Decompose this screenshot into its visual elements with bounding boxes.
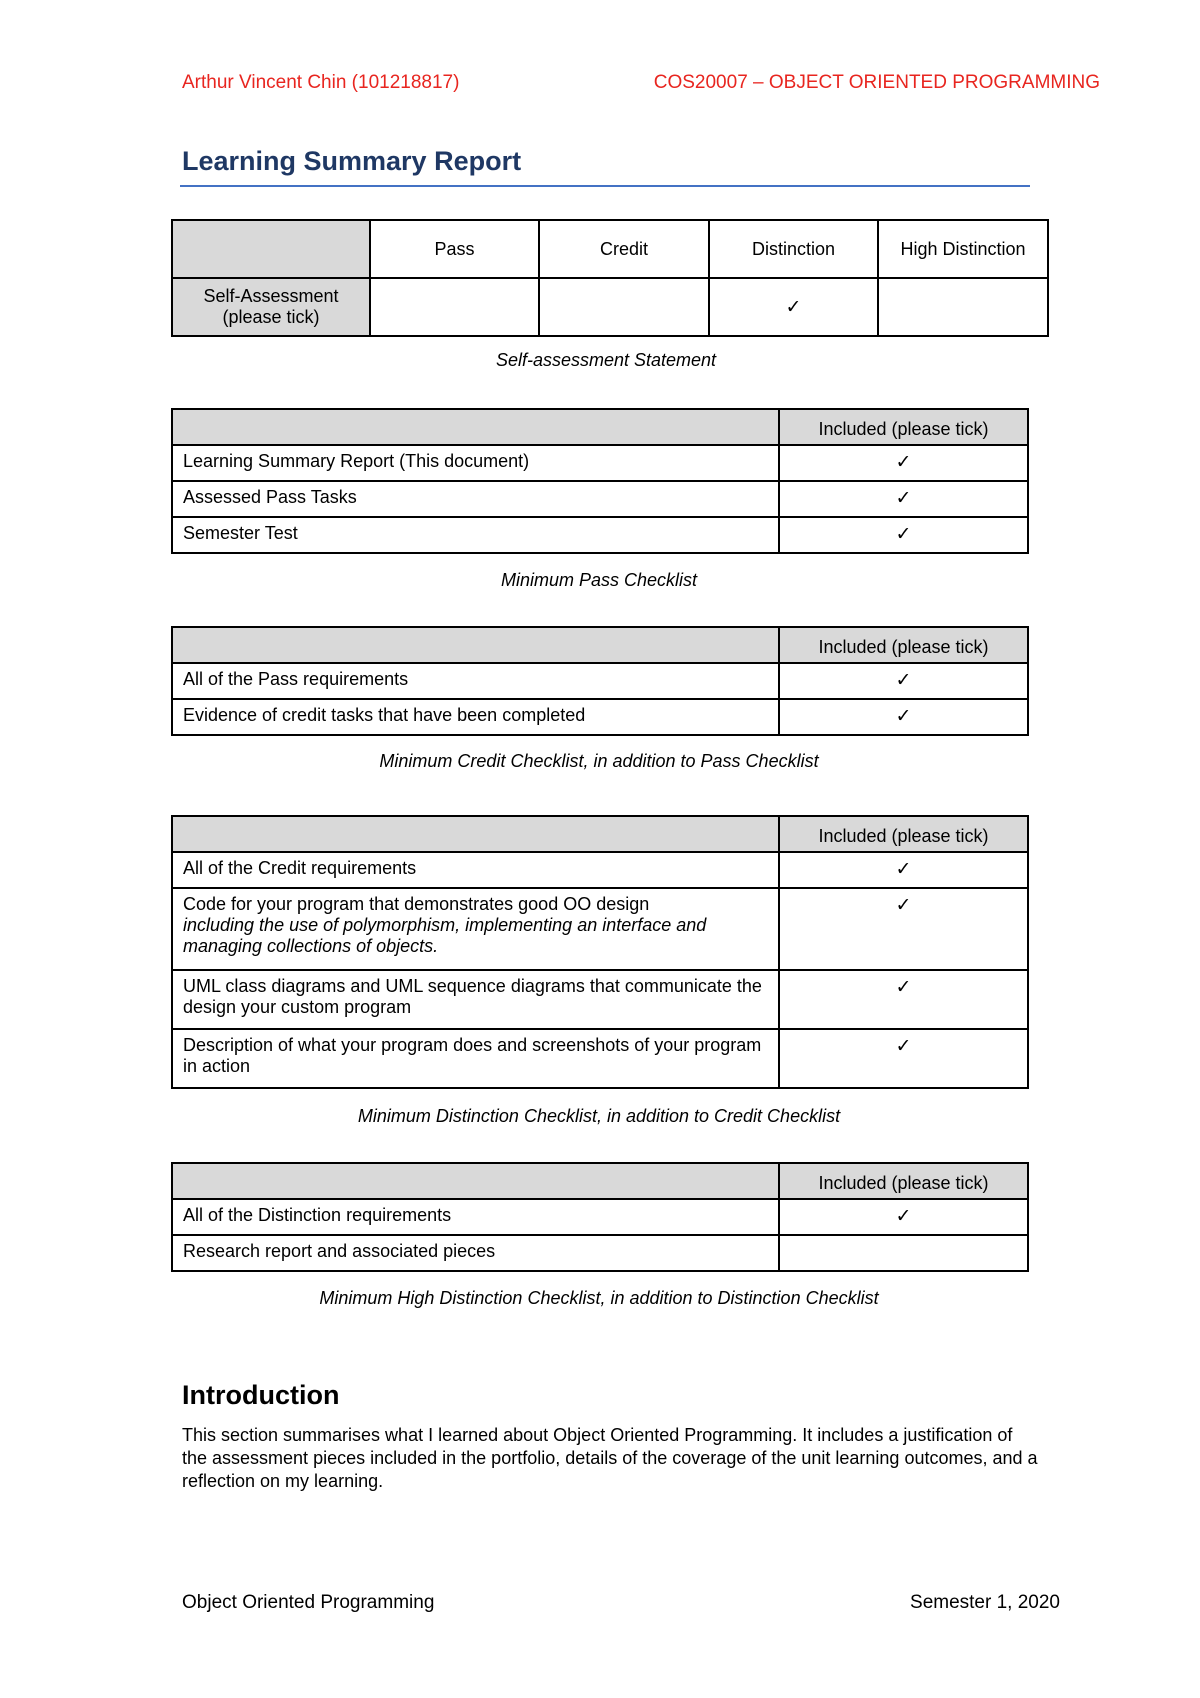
- distinction-row-tick: ✓: [779, 852, 1028, 888]
- hd-row-label: Research report and associated pieces: [172, 1235, 779, 1271]
- hd-checklist-table: [171, 1162, 1029, 1272]
- distinction-row-tick: ✓: [779, 888, 1028, 970]
- credit-header-blank: [172, 627, 779, 663]
- sa-col-high-distinction: High Distinction: [878, 220, 1048, 278]
- title-underline: [180, 185, 1030, 187]
- introduction-heading: Introduction: [182, 1380, 340, 1410]
- distinction-row-tick: ✓: [779, 970, 1028, 1029]
- credit-caption: Minimum Credit Checklist, in addition to Pass Checklist: [379, 751, 819, 771]
- distinction-row-oo-design: [172, 888, 779, 970]
- hd-row-tick: ✓: [779, 1199, 1028, 1235]
- self-assessment-table: [171, 219, 1049, 337]
- header-unit: COS20007 – OBJECT ORIENTED PROGRAMMING: [653, 72, 1100, 93]
- distinction-row-label: Code for your program that demonstrates good OO design: [183, 894, 650, 914]
- distinction-row-label: All of the Credit requirements: [172, 852, 779, 888]
- pass-header-included: Included (please tick): [779, 409, 1028, 445]
- pass-checklist-table: [171, 408, 1029, 554]
- credit-checklist-table: [171, 626, 1029, 736]
- introduction-text: This section summarises what I learned about Object Oriented Programming. It includes a justification of the assessment pieces included in the portfolio, details of the coverage of the unit learning outcomes, and a reflection on my learning.: [182, 1425, 1038, 1491]
- sa-col-distinction: Distinction: [709, 220, 878, 278]
- credit-row-label: Evidence of credit tasks that have been completed: [172, 699, 779, 735]
- sa-tick-distinction: ✓: [709, 278, 878, 336]
- distinction-row-detail: including the use of polymorphism, implementing an interface and managing collections of objects.: [183, 915, 707, 956]
- sa-tick-high-distinction: [878, 278, 1048, 336]
- hd-caption: Minimum High Distinction Checklist, in addition to Distinction Checklist: [319, 1288, 879, 1308]
- sa-col-pass: Pass: [370, 220, 539, 278]
- pass-caption: Minimum Pass Checklist: [500, 570, 698, 590]
- sa-col-credit: Credit: [539, 220, 709, 278]
- sa-row-label-line1: Self-Assessment: [203, 286, 339, 306]
- header-author: Arthur Vincent Chin (101218817): [182, 72, 460, 93]
- hd-row-label: All of the Distinction requirements: [172, 1199, 779, 1235]
- hd-header-included: Included (please tick): [779, 1163, 1028, 1199]
- credit-header-included: Included (please tick): [779, 627, 1028, 663]
- pass-row-label: Assessed Pass Tasks: [172, 481, 779, 517]
- distinction-header-included: Included (please tick): [779, 816, 1028, 852]
- credit-row-tick: ✓: [779, 663, 1028, 699]
- distinction-row-label: Description of what your program does and screenshots of your program in action: [172, 1029, 779, 1088]
- page-title: Learning Summary Report: [182, 146, 522, 176]
- sa-caption: Self-assessment Statement: [495, 350, 717, 370]
- distinction-header-blank: [172, 816, 779, 852]
- sa-tick-credit: [539, 278, 709, 336]
- pass-row-label: Semester Test: [172, 517, 779, 553]
- hd-header-blank: [172, 1163, 779, 1199]
- sa-tick-pass: [370, 278, 539, 336]
- pass-row-tick: ✓: [779, 481, 1028, 517]
- distinction-caption: Minimum Distinction Checklist, in addition to Credit Checklist: [357, 1106, 841, 1126]
- credit-row-label: All of the Pass requirements: [172, 663, 779, 699]
- footer-course: Object Oriented Programming: [182, 1592, 435, 1613]
- pass-row-tick: ✓: [779, 445, 1028, 481]
- distinction-row-label: UML class diagrams and UML sequence diagrams that communicate the design your custom program: [172, 970, 779, 1029]
- pass-row-tick: ✓: [779, 517, 1028, 553]
- sa-corner-cell: [172, 220, 370, 278]
- pass-header-blank: [172, 409, 779, 445]
- distinction-row-tick: ✓: [779, 1029, 1028, 1088]
- distinction-checklist-table: [171, 815, 1029, 1089]
- credit-row-tick: ✓: [779, 699, 1028, 735]
- footer-semester: Semester 1, 2020: [910, 1592, 1060, 1613]
- sa-row-label-line2: (please tick): [222, 307, 320, 327]
- sa-row-label: [172, 278, 370, 336]
- hd-row-tick: [779, 1235, 1028, 1271]
- pass-row-label: Learning Summary Report (This document): [172, 445, 779, 481]
